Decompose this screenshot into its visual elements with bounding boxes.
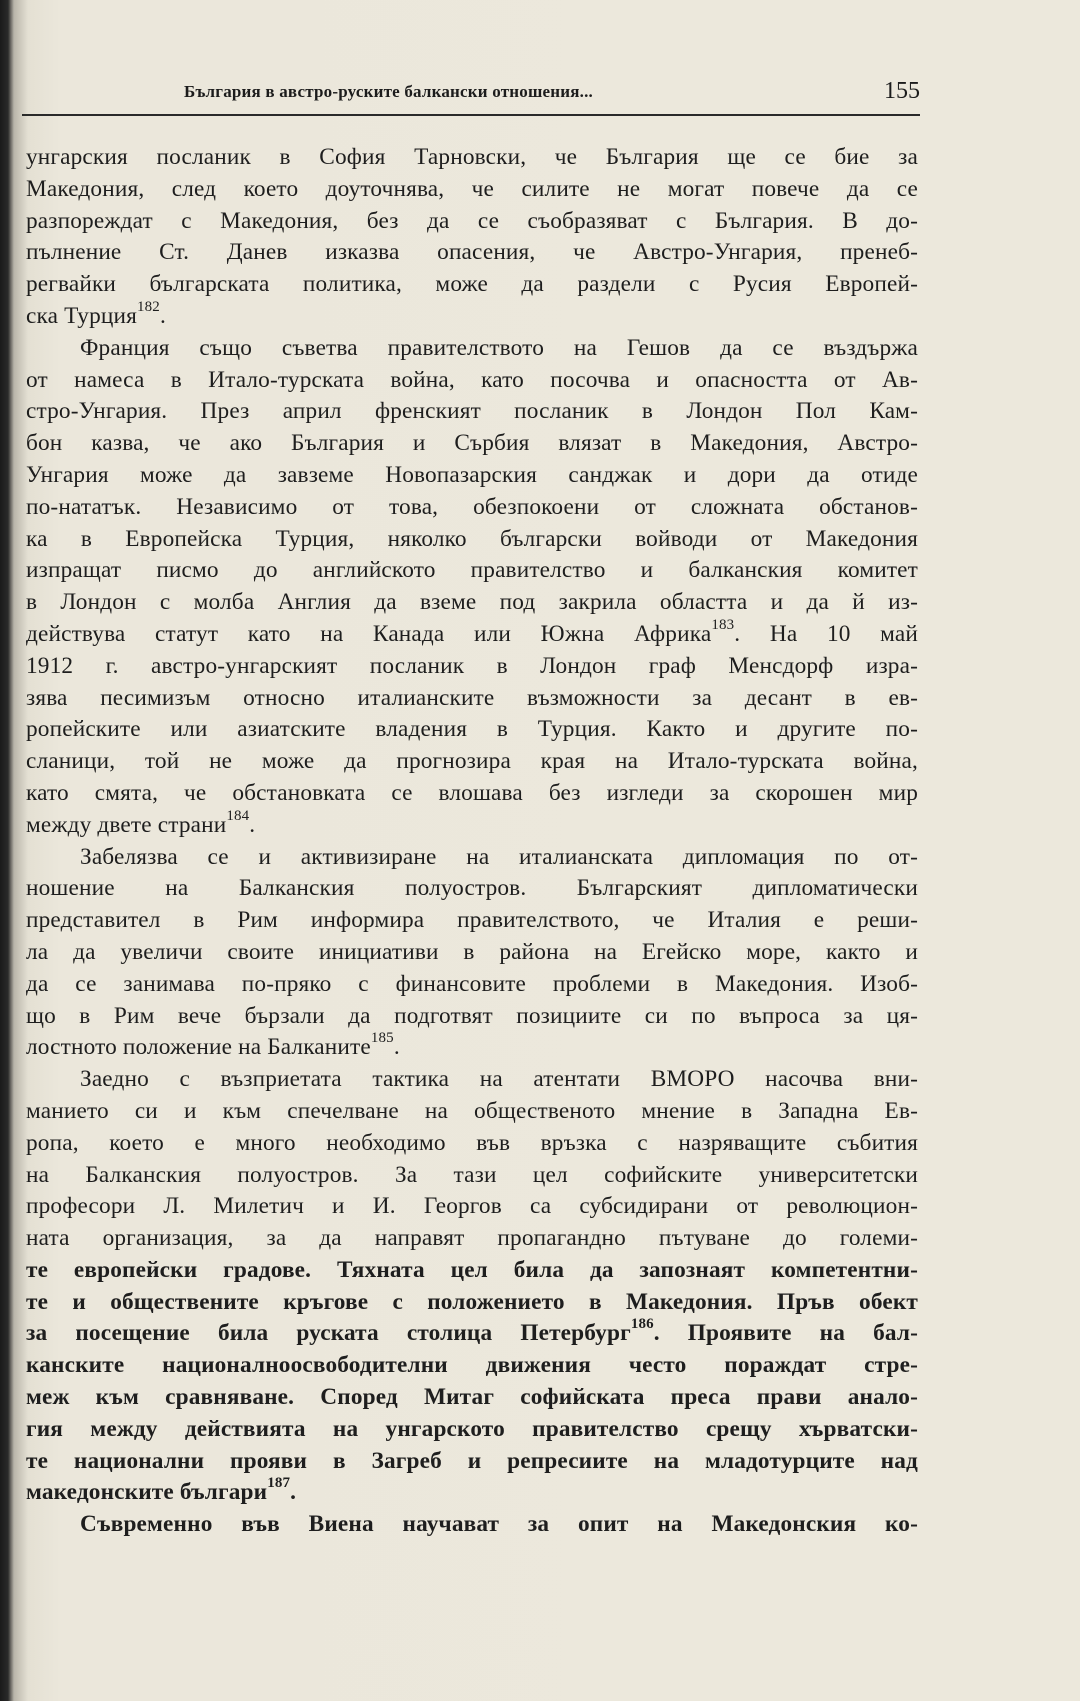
text-line: в Лондон с молба Англия да вземе под закрила областта и да й из- bbox=[26, 589, 918, 616]
text-line: те европейски градове. Тяхната цел била да запознаят компетентни- bbox=[26, 1256, 918, 1283]
text-line: пълнение Ст. Данев изказва опасения, че Австро-Унгария, пренеб- bbox=[26, 239, 918, 266]
footnote-ref: 182 bbox=[137, 298, 160, 315]
text-line: действува статут като на Канада или Южна Африка$^{183}$. На 10 май bbox=[26, 616, 918, 647]
footnote-ref: 183 bbox=[711, 616, 735, 633]
text-line: да се занимава по-пряко с финансовите проблеми в Македония. Изоб- bbox=[26, 970, 918, 997]
text-line: регвайки българската политика, може да раздели с Русия Европей- bbox=[26, 271, 918, 298]
text-line: манието си и към спечелване на общественото мнение в Западна Ев- bbox=[26, 1097, 918, 1124]
text-line: Унгария може да завземе Новопазарския санджак и дори да отиде bbox=[26, 461, 918, 488]
text-line: ната организация, за да направят пропагандно пътуване до големи- bbox=[26, 1225, 918, 1252]
text-line: лостното положение на Балканите$^{185}$. bbox=[26, 1030, 400, 1061]
text-line: що в Рим вече бързали да подготвят позициите си по въпроса за ця- bbox=[26, 1002, 918, 1029]
text-line: между двете страни$^{184}$. bbox=[26, 807, 256, 838]
text-line: зява песимизъм относно италианските възможности за десант в ев- bbox=[26, 684, 918, 711]
footnote-ref: 184 bbox=[226, 807, 250, 824]
text-line: ка в Европейска Турция, няколко български войводи от Македония bbox=[26, 525, 918, 552]
text-line: на Балканския полуостров. За тази цел софийските университетски bbox=[26, 1161, 918, 1188]
text-line: ропейските или азиатските владения в Турция. Както и другите по- bbox=[26, 716, 918, 743]
text-line: професори Л. Милетич и И. Георгов са субсидирани от революцион- bbox=[26, 1193, 918, 1220]
text-line: македонските българи$^{187}$. bbox=[26, 1475, 297, 1506]
text-line: ропа, което е много необходимо във връзка с назряващите събития bbox=[26, 1129, 918, 1156]
text-line: бон казва, че ако България и Сърбия влязат в Македония, Австро- bbox=[26, 430, 918, 457]
text-line: Съвременно във Виена научават за опит на Македонския ко- bbox=[80, 1511, 918, 1538]
text-line: Македония, след което доуточнява, че силите не могат повече да се bbox=[26, 175, 918, 202]
footnote-ref: 186 bbox=[630, 1316, 654, 1333]
text-line: меж към сравняване. Според Митаг софийската преса прави анало- bbox=[26, 1384, 918, 1411]
text-line: представител в Рим информира правителството, че Италия е реши- bbox=[26, 907, 918, 934]
text-line: Заедно с възприетата тактика на атентати ВМОРО насочва вни- bbox=[80, 1066, 918, 1093]
page-header bbox=[184, 78, 920, 108]
text-line: те и обществените кръгове с положението в Македония. Пръв обект bbox=[26, 1288, 918, 1315]
running-title: България в австро-руските балкански отношения... bbox=[184, 82, 593, 101]
text-line: по-нататък. Независимо от това, обезпокоени от сложната обстанов- bbox=[26, 493, 918, 520]
text-line: унгарския посланик в София Тарновски, че България ще се бие за bbox=[26, 144, 918, 170]
text-line: ска Турция$^{182}$. bbox=[26, 298, 166, 329]
text-line: от намеса в Итало-турската война, като посочва и опасността от Ав- bbox=[26, 366, 918, 393]
text-line: изпращат писмо до английското правителство и балканския комитет bbox=[26, 557, 918, 584]
text-line: Забелязва се и активизиране на италианската дипломация по от- bbox=[80, 843, 918, 870]
header-rule bbox=[22, 114, 920, 116]
text-line: сланици, той не може да прогнозира края на Итало-турската война, bbox=[26, 748, 918, 775]
text-line: за посещение била руската столица Петербург$^{186}$. Проявите на бал- bbox=[26, 1316, 918, 1347]
text-line: стро-Унгария. През април френският посланик в Лондон Пол Кам- bbox=[26, 398, 918, 425]
text-line: като смята, че обстановката се влошава без изгледи за скорошен мир bbox=[26, 779, 918, 806]
text-line: разпореждат с Македония, без да се съобразяват с България. В до- bbox=[26, 207, 918, 234]
text-line: 1912 г. австро-унгарският посланик в Лондон граф Менсдорф изра- bbox=[26, 652, 918, 679]
text-line: ношение на Балканския полуостров. Българският дипломатически bbox=[26, 875, 918, 902]
text-line: канските националноосвободителни движения често пораждат стре- bbox=[26, 1352, 918, 1379]
body-text bbox=[26, 142, 918, 1541]
text-line: те национални прояви в Загреб и репресиите на младотурците над bbox=[26, 1447, 918, 1474]
text-line: гия между действията на унгарското правителство срещу хърватски- bbox=[26, 1415, 918, 1442]
text-line: ла да увеличи своите инициативи в района на Егейско море, както и bbox=[26, 938, 918, 965]
page-number: 155 bbox=[884, 78, 920, 104]
footnote-ref: 185 bbox=[370, 1030, 394, 1047]
footnote-ref: 187 bbox=[267, 1475, 291, 1492]
text-line: Франция също съветва правителството на Гешов да се въздържа bbox=[80, 334, 918, 361]
